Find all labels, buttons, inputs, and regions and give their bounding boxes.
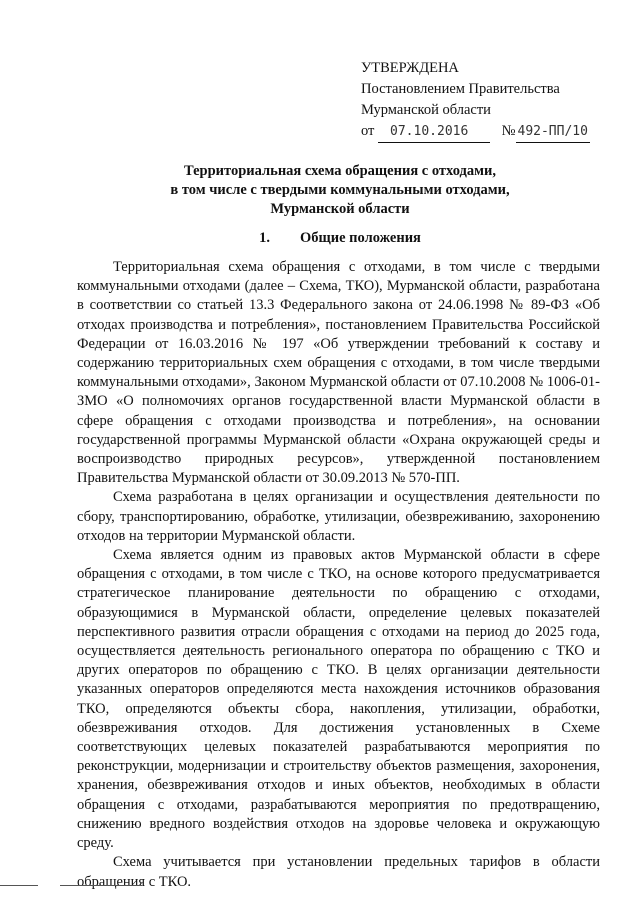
paragraph-3: Схема является одним из правовых актов Мурманской области в сфере обращения с отходами, в том числе с ТКО, на основе которого предусматривается стратегическое планирование деятельности по обращению с отходами, образующимися в Мурманской области, определение целевых показателей перспективного развития отрасли обращения с отходами на период до 2025 года, осуществляется деятельность регионального оператора по обращению с ТКО и других операторов по обращению с ТКО. В целях организации деятельности указанных операторов определяются места нахождения источников образования ТКО, определяются объекты сбора, накопления, утилизации, обработки, обезвреживания отходов. Для достижения установленных в Схеме соответствующих целевых показателей разрабатываются мероприятия по реконструкции, модернизации и строительству объектов размещения, захоронения, хранения, обезвреживания отходов и иных объектов, необходимых в области обращения с отходами, разрабатываются мероприятия по предотвращению, снижению вредного воздействия отходов на здоровье человека и окружающую среду. <box>77 547 600 852</box>
paragraph-1: Территориальная схема обращения с отходами, в том числе с твердыми коммунальными отходами (далее – Схема, ТКО), Мурманской области, разработана в соответствии со статьей 13.3 Федерального закона от 24.06.1998 № 89-ФЗ «Об отходах производства и потребления», постановлением Правительства Российской Федерации от 16.03.2016 № 197 «Об утверждении требований к составу и содержанию территориальных схем обращения с отходами, в том числе твердыми коммунальными отходами», Законом Мурманской области от 07.10.2008 № 1006-01-ЗМО «О полномочиях органов государственной власти Мурманской области в сфере обращения с отходами производства и потребления», на основании государственной программы Мурманской области «Охрана окружающей среды и воспроизводство природных ресурсов», утвержденной постановлением Правительства Мурманской области от 30.09.2013 № 570-ПП. <box>77 259 600 487</box>
approval-issuer-line2: Мурманской области <box>361 102 491 118</box>
section-heading <box>60 230 620 247</box>
title-line3: Мурманской области <box>270 201 410 217</box>
paragraph-2: Схема разработана в целях организации и осуществления деятельности по сбору, транспортированию, обработке, утилизации, обезвреживанию, захоронению отходов на территории Мурманской области. <box>77 489 600 544</box>
paragraph-4: Схема учитывается при установлении предельных тарифов в области обращения с ТКО. <box>77 854 600 890</box>
document-body <box>77 258 600 892</box>
title-line1: Территориальная схема обращения с отходами, <box>184 163 496 179</box>
title-line2: в том числе с твердыми коммунальными отходами, <box>170 182 510 198</box>
section-title: Общие положения <box>299 230 421 246</box>
document-title <box>60 162 620 219</box>
footer-rule <box>0 885 640 891</box>
footer-line-right <box>60 885 142 886</box>
approval-status: УТВЕРЖДЕНА <box>361 60 459 76</box>
date-prefix: от <box>361 123 375 139</box>
section-number: 1. <box>259 230 270 246</box>
approval-date-line <box>361 121 621 143</box>
approval-block <box>361 58 621 143</box>
approval-number: 492-ПП/10 <box>516 121 590 143</box>
approval-issuer-line1: Постановлением Правительства <box>361 81 560 97</box>
number-prefix: № <box>501 123 516 139</box>
approval-date-field <box>378 121 490 143</box>
approval-date: 07.10.2016 <box>390 124 469 139</box>
footer-line-left <box>0 885 38 886</box>
